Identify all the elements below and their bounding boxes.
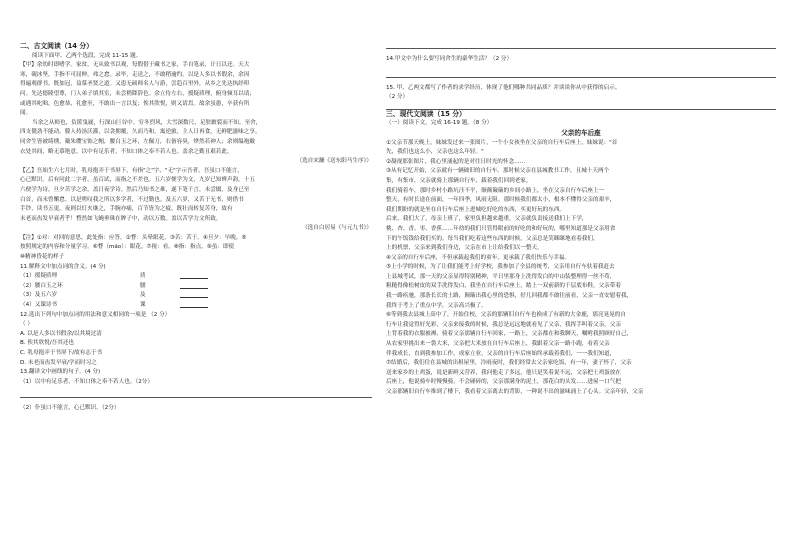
question-11-items (20, 272, 372, 310)
essay-line: 桃、杏、香、枣、香蕉……年幼的我们只管得眼前的好吃的和好玩的，哪里知道那是父亲用省 (386, 225, 616, 232)
essay-line: 我一路疾驰，那条长长的土路，颠簸出我心里的恐惧，好几回我都不敢往前看，父亲一直安慰着我， (386, 293, 633, 300)
option-b: B. 俟其欣悦/吾其还也 (20, 340, 75, 347)
note-line: ⑩精神昏花的样子 (20, 254, 65, 261)
passage-line: 心已默识。后有问此二字者，虽百试，而指之不差也。五六岁便学为文，九岁已知辨声韵。十五 (20, 177, 255, 184)
essay-line: 伴我成长，直到我参加工作，成家立业，父亲的自行车后座始终承载着我们，一一我们知道， (386, 350, 616, 357)
essay-line: ⑥等到我去县城上高中了，开始住校，父亲的那辆旧自行车也换成了有新的大金鹿，那亮晃晃的自 (386, 312, 626, 319)
q11-item: （2）腰白玉之环 (20, 282, 63, 289)
essay-line: 送来家乡的土鸡蛋，说是新鲜又营养，我问他走了多远，他只是笑着说不远，父亲把土鸡蛋放在 (386, 369, 621, 376)
essay-line: 行车让我觉得好光彩，父亲来接我的时候，我总是远远地就看见了父亲，我挥手叫着父亲，父亲 (386, 321, 621, 328)
passage-jia (20, 61, 372, 167)
essay-line: 后来，我们大了，母亲上班了，家里负担越来越重，父亲就负责接送我们上下学， (386, 216, 588, 223)
question-12-answer-paren[interactable]: （ ） (20, 321, 33, 328)
essay-line: 粗糙得像松树皮的双手洗得发白，我坐在自行车后座上，踏上一双前新的千层底布鞋，父亲带着 (386, 283, 621, 290)
essay-line: 后座上，他说骑车时慢慢骑，不会碰碎的，父亲那满身的泥土，那花白的头发……进屋一口气把 (386, 379, 621, 386)
passage-line: 【甲】余幼时即嗜学。家贫，无从致书以观，每假借于藏书之家，手自笔录，计日以还。天大 (20, 62, 250, 69)
note-line: 【注】①对：对回的意思，此处指：应答。②瞀：头晕眼花。③苦：苦于。④旦夕：早晚。⑤ (20, 234, 247, 241)
passage-line: 同舍生皆被绮绣，戴朱缨宝饰之帽，腰白玉之环，左佩刀，右备容臭，烨然若神人；余则缊袍敝 (20, 138, 255, 145)
q11-item: （4）又课诗书 (20, 302, 58, 309)
essay-line: ④父亲的自行车后座，不但承载起我们的童年，更承载了我们快乐与幸福。 (386, 254, 571, 261)
passage-yi (20, 167, 372, 234)
left-column (20, 42, 372, 414)
passage-line: 闻。 (20, 110, 32, 117)
question-15: 15. 甲、乙两文都写了作者的求学经历，体现了他们哪种共同品质？并谈谈你从中获得的启示。 (386, 84, 621, 91)
sub-section-title: （一）阅读下文，完成 16-19 题。（8 分） (386, 120, 493, 127)
section-title-modern: 三、现代文阅读（15 分） (386, 109, 466, 118)
essay-line: ⑦结婚后，我们住在县城的出租屋里，冷雨夜时，我们经常去父亲家吃饭，有一年，妻子怀了，父亲 (386, 360, 632, 367)
essay-line: 集，有集市，父亲就骑上那辆自行车，载着我们回到老家。 (386, 177, 532, 184)
passage-line: 白首，而未曾懈怠。以是嗟叹我之所以多学者，不过勤也。及五六岁，又苦于无书，则借书 (20, 196, 244, 203)
essay-line: 上的机票，父亲来到我们身边，父亲在市上让给我们以一整天。 (386, 245, 543, 252)
q11-item: （1）援疑质理 (20, 273, 58, 280)
answer-blank[interactable] (180, 282, 208, 289)
answer-blank[interactable] (180, 291, 208, 298)
option-d: D. 未老而齿发早衰/学而时习之 (20, 359, 97, 366)
q11-word: 及 (140, 292, 146, 299)
essay-line: 先，我们也这么小，父亲也这么年轻。" (386, 149, 484, 156)
instruction-text: 阅读下面甲、乙两个选段，完成 11-15 题。 (32, 52, 142, 59)
essay-line: 我们期盼的就是坐在自行车后座上进城吃好吃的东西，买更好玩的东西。 (386, 206, 566, 213)
essay-line: ①父亲节那天晚上，妹妹发过来一张图片，一个小女孩坐在父亲的自行车后座上，妹妹说："首 (386, 139, 618, 146)
passage-line: 【乙】吾始生六七月时，乳母抱弄于书屏下，有指"之"字、"无"字示吾者，吾虽口不能言， (20, 167, 243, 174)
essay-title: 父亲的车后座 (561, 128, 601, 137)
question-15-score: （2 分） (386, 94, 409, 101)
essay-line: 下的午饭钱给我们买的。每当我们吃着这些东西的时候，父亲总是笑眯眯地看着我们， (386, 235, 599, 242)
passage-source: （选自白居易《与元九书》） (302, 225, 372, 232)
passage-line: 或遇其叱咄，色愈恭，礼愈至，不敢出一言以复；俟其欣悦，则又请焉。故余虽愚，卒获有所 (20, 100, 250, 107)
essay-line: ③从有记忆开始，父亲就有一辆破旧的自行车。那时候父亲在县城教书工作，且城十天两个 (386, 168, 610, 175)
question-13-2: （2）仆虽口不能言，心已默识。（2分） (20, 405, 120, 412)
essay-body (386, 139, 776, 398)
question-11: 11.解释文中加点词的含义。(4 分) (20, 263, 106, 270)
passage-source: （选自宋濂《送东阳马生序》） (296, 158, 372, 165)
essay-line: ②凝视那张图片，我心里涌起的是对往日时光的怀念…… (386, 158, 526, 165)
passage-line: 问。先达德隆望尊，门人弟子填其室，未尝稍降辞色。余立侍左右，援疑质理，俯身倾耳以请； (20, 90, 255, 97)
q11-word: 腰 (140, 282, 146, 289)
passage-line: 四支僵劲不能动，媵人持汤沃灌，以衾拥覆，久而乃和。寓逆旅，主人日再食，无鲜肥滋味之享。 (20, 129, 261, 136)
answer-blank[interactable] (180, 301, 208, 308)
passage-line: 手钞，读书五更，夜则以灯火继之，手腕亦痛，百节皆为之疲。既壮而转复苦身，故有 (20, 206, 233, 213)
essay-line: 上背着我的衣服被褥，骑着父亲那辆自行车回家，一路上，父亲都在和我聊天，嘱咐我照顾好自己， (386, 331, 633, 338)
essay-line: 我们骑着车，那时乡村小路坑洼不平，颠颠簸簸的乡间小路上，坐在父亲自行车后座上一 (386, 187, 605, 194)
answer-blank[interactable] (180, 272, 208, 279)
right-column (386, 42, 776, 398)
question-12: 12.选出下列句中加点词的用法和意义相同的一项是 （2 分） (20, 311, 171, 318)
passage-line: 当余之从师也，负箧曳屣，行深山巨谷中。穷冬烈风，大雪深数尺，足肤皲裂而不知。至舍， (32, 119, 262, 126)
section-title-classical: 二、古文阅读（14 分） (20, 42, 93, 50)
question-13: 13.翻译文中画线的句子。(4 分) (20, 369, 101, 376)
q11-word: 课 (140, 302, 146, 309)
question-13-1: （1）以中有足乐者，不知口体之奉不若人也。（2分） (20, 378, 153, 385)
essay-line: ⑤上小学的时候，为了让我们能考上好学校，我参加了全县的统考，父亲用自行车驮着我赶去 (386, 264, 615, 271)
passage-line: 衣处其间，略无慕艳意，以中有足乐者，不知口体之奉不若人也。盖余之勤且艰若此。 (20, 148, 233, 155)
passage-line: 得遍观群书。既加冠，益慕圣贤之道。又患无硕师名人与游，尝趋百里外，从乡之先达执经叩 (20, 81, 250, 88)
essay-line: 我终于考上了重点中学，父亲高兴极了。 (386, 302, 487, 309)
essay-line: 父亲那辆旧自行车推到了楼下，我看着父亲离去的背影，一种说不出的滋味涌上了心头。父亲年轻，父亲 (386, 389, 644, 395)
essay-line: 上县城考试，那一天的父亲显得特别精神，平日里那身上洗得发白的中山装整理得一丝不苟， (386, 273, 616, 280)
passage-line: 寒，砚冰坚，手指不可屈伸，弗之怠。录毕，走送之，不敢稍逾约。以是人多以书假余，余因 (20, 71, 250, 78)
question-14: 14.甲文中为什么要写同舍生的豪华生活？（2 分） (386, 56, 513, 62)
option-c: C. 乳母抱弄于书屏下/故有志于书 (20, 350, 103, 356)
option-a: A. 以是人多以书假余/以其境过清 (20, 330, 102, 337)
notes (20, 234, 372, 263)
passage-line: 六便学为诗，旦夕苦学之余，盖日夜学诗。然后乃知书之难，遂下笔千言，未尝辍，及身已至 (20, 186, 250, 193)
note-line: 按照规定的内容和分量学习。⑥瞀（máo）：眼花。⑦视：看。⑧指：指点。⑨虽：即使 (20, 244, 235, 251)
q11-item: （3）及五六岁 (20, 292, 58, 299)
essay-line: 从农家里挑出来一袋大米，父亲把大米放在自行车后座上，我跟着父亲一路小跑，看着父亲 (386, 341, 610, 348)
q11-word: 质 (140, 273, 146, 280)
essay-line: 整天，有时长途在前面，一年四季，风雨无阻。那时候我们都太小，根本不懂得父亲的艰辛， (386, 197, 616, 204)
passage-line: 未老而齿发早衰者乎！瞀然如飞蝇垂珠在眸子中，动以万数。盖以苦学力文所致。 (20, 215, 222, 222)
